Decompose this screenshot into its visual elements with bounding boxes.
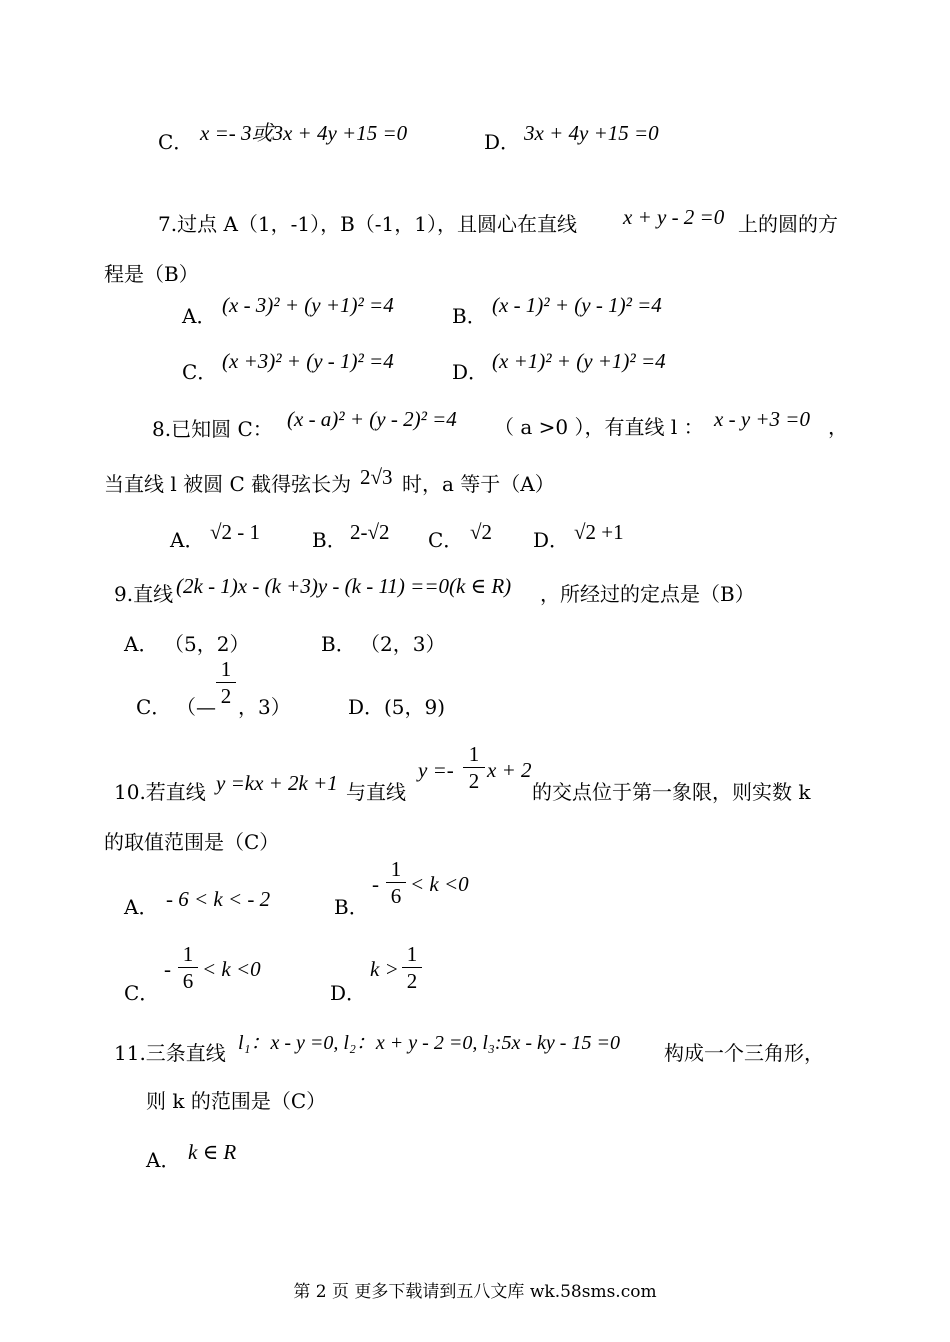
q9-option-c-denominator: 2 [220,684,232,709]
fraction-bar [216,682,236,683]
q8-stem-part2: 当直线 l 被圆 C 截得弦长为 [104,472,352,496]
q10-option-d-fraction [402,943,422,992]
q10-stem-expr2-post: x + 2 [487,758,532,782]
q10-stem-numerator: 1 [468,742,480,766]
q8-option-d-label: D． [533,528,570,552]
q6-option-d-expr: 3x + 4y +15 =0 [524,121,659,145]
q10-option-d-pre: k > [370,957,399,981]
q9-option-a-text: （5，2） [164,632,250,656]
q10-stem-expr1: y =kx + 2k +1 [216,771,338,795]
q7-option-a-expr: (x - 3)² + (y +1)² =4 [222,293,394,317]
q9-option-b-text: （2，3） [360,632,446,656]
q9-option-a-label: A． [124,632,159,656]
q7-stem-part2: 上的圆的方 [738,212,838,236]
q11-stem-part1: 11.三条直线 [114,1041,226,1065]
q10-option-c-fraction [178,943,198,992]
q7-stem-expr: x + y - 2 =0 [623,205,725,229]
q8-option-b-expr: 2-√2 [350,520,390,544]
q8-stem-part1: 8.已知圆 C： [152,417,273,441]
q10-option-b-pre: - [372,872,379,896]
q9-option-c-close: ，3） [238,695,291,719]
q9-option-d-text: (5，9) [384,695,446,719]
q7-option-c-label: C． [182,360,218,384]
q8-option-a-expr: √2 - 1 [210,520,261,544]
q8-option-c-expr: √2 [470,520,493,544]
q9-option-c-open: （— [176,695,216,719]
q8-option-b-label: B． [312,528,347,552]
q10-option-d-label: D． [330,981,367,1005]
q10-stem-fraction [463,743,485,792]
q6-option-c-expr: x =- 3或3x + 4y +15 =0 [200,121,408,145]
fraction-bar [178,967,198,968]
q11-option-a-label: A． [146,1148,181,1172]
q10-stem-expr2-pre: y =- [418,758,454,782]
q9-option-c-label: C． [136,695,172,719]
q10-option-d-numerator: 1 [406,942,418,966]
q9-stem-part1: 9.直线 [114,582,174,606]
q8-stem-part3: 时，a 等于（A） [402,472,555,496]
q10-stem-part3: 的交点位于第一象限，则实数 k [532,780,811,804]
q10-option-c-numerator: 1 [182,942,194,966]
page-footer: 第 2 页 更多下载请到五八文库 wk.58sms.com [293,1282,657,1302]
q9-option-c-numerator: 1 [220,657,232,681]
q9-stem-part2: ，所经过的定点是（B） [540,582,755,606]
q10-option-b-post: < k <0 [410,872,469,896]
q7-option-d-label: D． [452,360,489,384]
q10-option-b-label: B． [334,895,369,919]
q7-option-d-expr: (x +1)² + (y +1)² =4 [492,349,666,373]
q6-option-c-label: C． [158,130,194,154]
q10-option-b-fraction [386,858,406,907]
q10-option-b-numerator: 1 [390,857,402,881]
q10-option-a-expr: - 6 < k < - 2 [166,887,271,911]
q7-option-c-expr: (x +3)² + (y - 1)² =4 [222,349,394,373]
q11-option-a-expr: k ∈ R [188,1140,237,1164]
q10-stem-part4: 的取值范围是（C） [104,830,280,854]
fraction-bar [402,967,422,968]
q10-option-c-label: C． [124,981,160,1005]
q8-stem-circle-expr: (x - a)² + (y - 2)² =4 [287,407,457,431]
q10-stem-part2: 与直线 [346,780,406,804]
q7-option-b-label: B． [452,304,487,328]
q9-option-b-label: B． [321,632,356,656]
q8-option-d-expr: √2 +1 [574,520,624,544]
q8-option-a-label: A． [170,528,205,552]
q8-stem-condition: （ a >0 ），有直线 l ： [494,415,704,439]
q10-option-c-pre: - [164,957,171,981]
q11-stem-part2: 构成一个三角形， [664,1041,824,1065]
q10-option-c-denominator: 6 [182,969,194,994]
q10-option-a-label: A． [124,895,159,919]
q9-stem-expr: (2k - 1)x - (k +3)y - (k - 11) ==0(k ∈ R) [176,574,512,598]
q11-stem-expr: l₁：x - y =0, l₂：x + y - 2 =0, l₃:5x - ky - 15 =0 [238,1032,620,1054]
q7-option-b-expr: (x - 1)² + (y - 1)² =4 [492,293,662,317]
fraction-bar [386,882,406,883]
q10-option-c-post: < k <0 [202,957,261,981]
fraction-bar [463,767,485,768]
q9-option-c-fraction [216,658,236,707]
q6-option-d-label: D． [484,130,521,154]
q10-stem-part1: 10.若直线 [114,780,206,804]
q7-option-a-label: A． [182,304,217,328]
q8-option-c-label: C． [428,528,464,552]
q7-stem-part1: 7.过点 A（1，-1），B（-1，1），且圆心在直线 [158,212,577,236]
q9-option-d-label: D． [348,695,385,719]
q11-stem-part3: 则 k 的范围是（C） [146,1089,327,1113]
q8-stem-line-expr: x - y +3 =0 [714,407,810,431]
q7-stem-part3: 程是（B） [104,262,199,286]
q10-option-b-denominator: 6 [390,884,402,909]
q10-stem-denominator: 2 [468,769,480,794]
q8-stem-comma: ， [828,415,848,439]
q8-stem-chord-length: 2√3 [360,465,393,489]
q10-option-d-denominator: 2 [406,969,418,994]
